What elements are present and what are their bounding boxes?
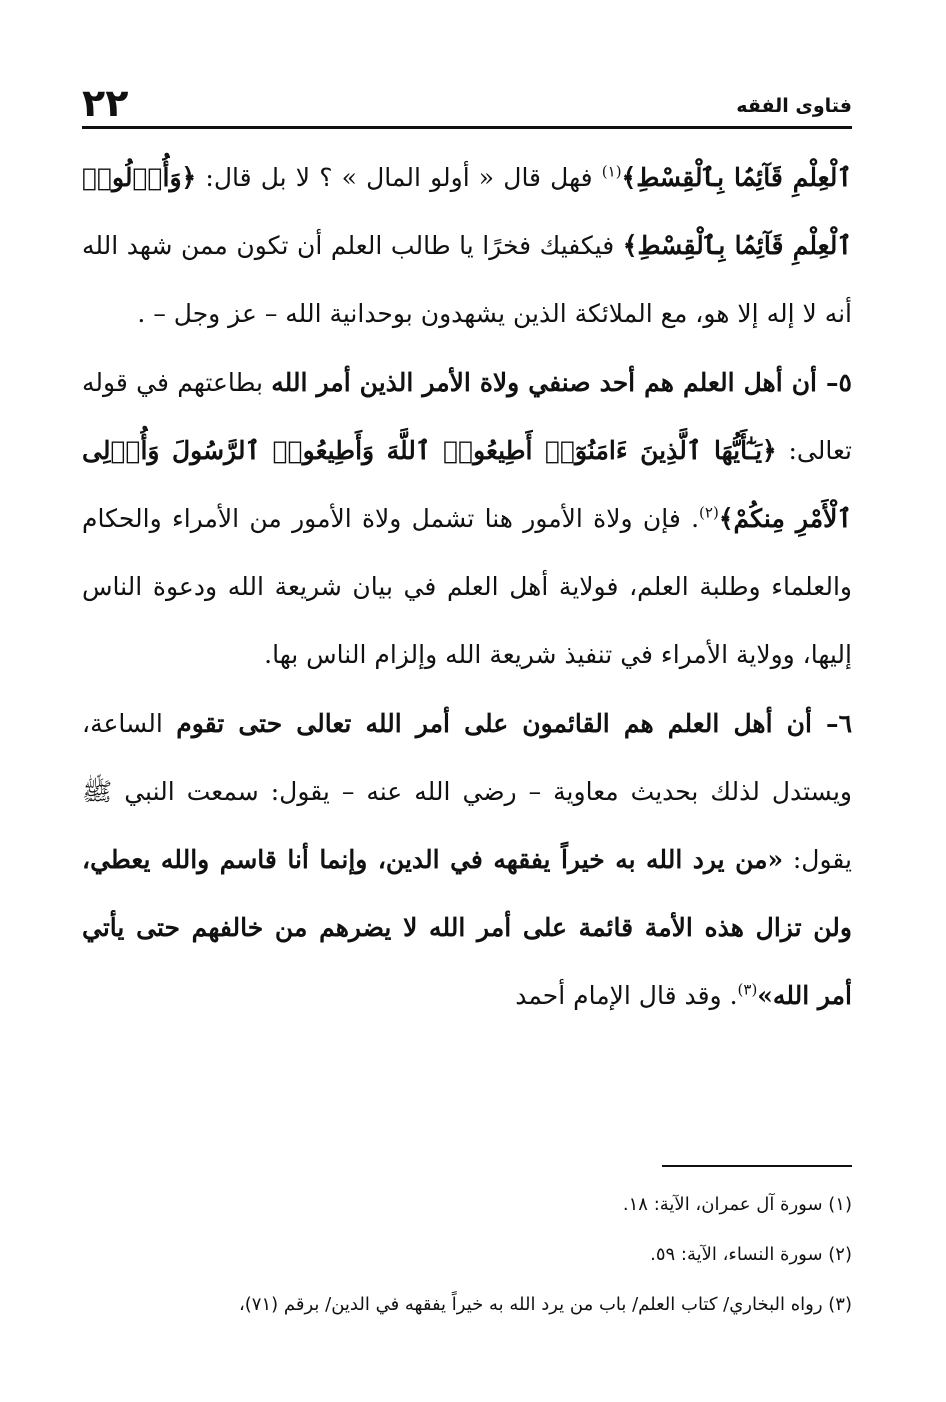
footnote-2: (٢) سورة النساء، الآية: ٥٩.	[650, 1244, 852, 1265]
main-text	[82, 144, 852, 1031]
point-heading: ٦– أن أهل العلم هم القائمون على أمر الله تعالى حتى تقوم	[176, 708, 852, 738]
quran-verse: ٱلْعِلْمِ قَآئِمَۢا بِٱلْقِسْطِ﴾	[621, 163, 852, 192]
page-header	[82, 81, 852, 129]
footnote-ref: (٣)	[737, 981, 758, 1000]
point-heading: ٥– أن أهل العلم هم أحد صنفي ولاة الأمر الذين أمر الله	[271, 367, 852, 397]
book-title: فتاوى الفقه	[736, 95, 852, 117]
footnotes	[82, 1180, 852, 1330]
footnote-separator	[662, 1165, 852, 1167]
hadith-text: «من يرد الله به خيراً يفقهه في الدين، وإنما أنا قاسم والله يعطي، ولن تزال هذه الأمة قائمة على أمر الله لا يضرهم من خالفهم حتى يأتي أمر الله»	[82, 845, 852, 1011]
footnote-1: (١) سورة آل عمران، الآية: ١٨.	[622, 1194, 852, 1215]
footnote-ref: (٢)	[699, 503, 719, 522]
footnote-3: (٣) رواه البخاري/ كتاب العلم/ باب من يرد الله به خيراً يفقهه في الدين/ برقم (٧١)،	[238, 1294, 852, 1315]
paragraph-2	[82, 349, 852, 690]
quran-verse: ﴿يَـٰٓأَيُّهَا ٱلَّذِينَ ءَامَنُوٓا۟ أَطِيعُوا۟ ٱللَّهَ وَأَطِيعُوا۟ ٱلرَّسُولَ وَأُو۟لِى ٱلْأَمْرِ مِنكُمْ﴾	[82, 435, 853, 534]
paragraph-text: فيكفيك فخرًا يا طالب العلم أن تكون ممن شهد الله أنه لا إله إلا هو، مع الملائكة الذين يشهدون بوحدانية الله – عز وجل – .	[82, 231, 852, 329]
paragraph-1	[82, 144, 852, 349]
footnote-ref: (١)	[601, 162, 622, 181]
paragraph-text: بطاعتهم في قوله تعالى:	[82, 367, 852, 465]
paragraph-text: فهل قال « أولو المال » ؟ لا بل قال:	[196, 163, 602, 192]
paragraph-text: . فإن ولاة الأمور هنا تشمل ولاة الأمور من الأمراء والحكام والعلماء وطلبة العلم، فولاية أهل العلم في بيان شريعة الله ودعوة الناس إليها، وولاية الأمراء في تنفيذ شريعة الله وإلزام الناس بها.	[82, 504, 852, 670]
paragraph-3	[82, 690, 852, 1031]
page-number: ٢٢	[82, 81, 129, 125]
quran-verse: ﴿وَأُو۟لُوا۟ ٱلْعِلْمِ قَآئِمَۢا بِٱلْقِسْطِ﴾	[82, 163, 852, 261]
paragraph-text: . وقد قال الإمام أحمد	[515, 981, 738, 1011]
paragraph-text: الساعة، ويستدل لذلك بحديث معاوية – رضي الله عنه – يقول: سمعت النبي ﷺ يقول:	[82, 708, 852, 875]
